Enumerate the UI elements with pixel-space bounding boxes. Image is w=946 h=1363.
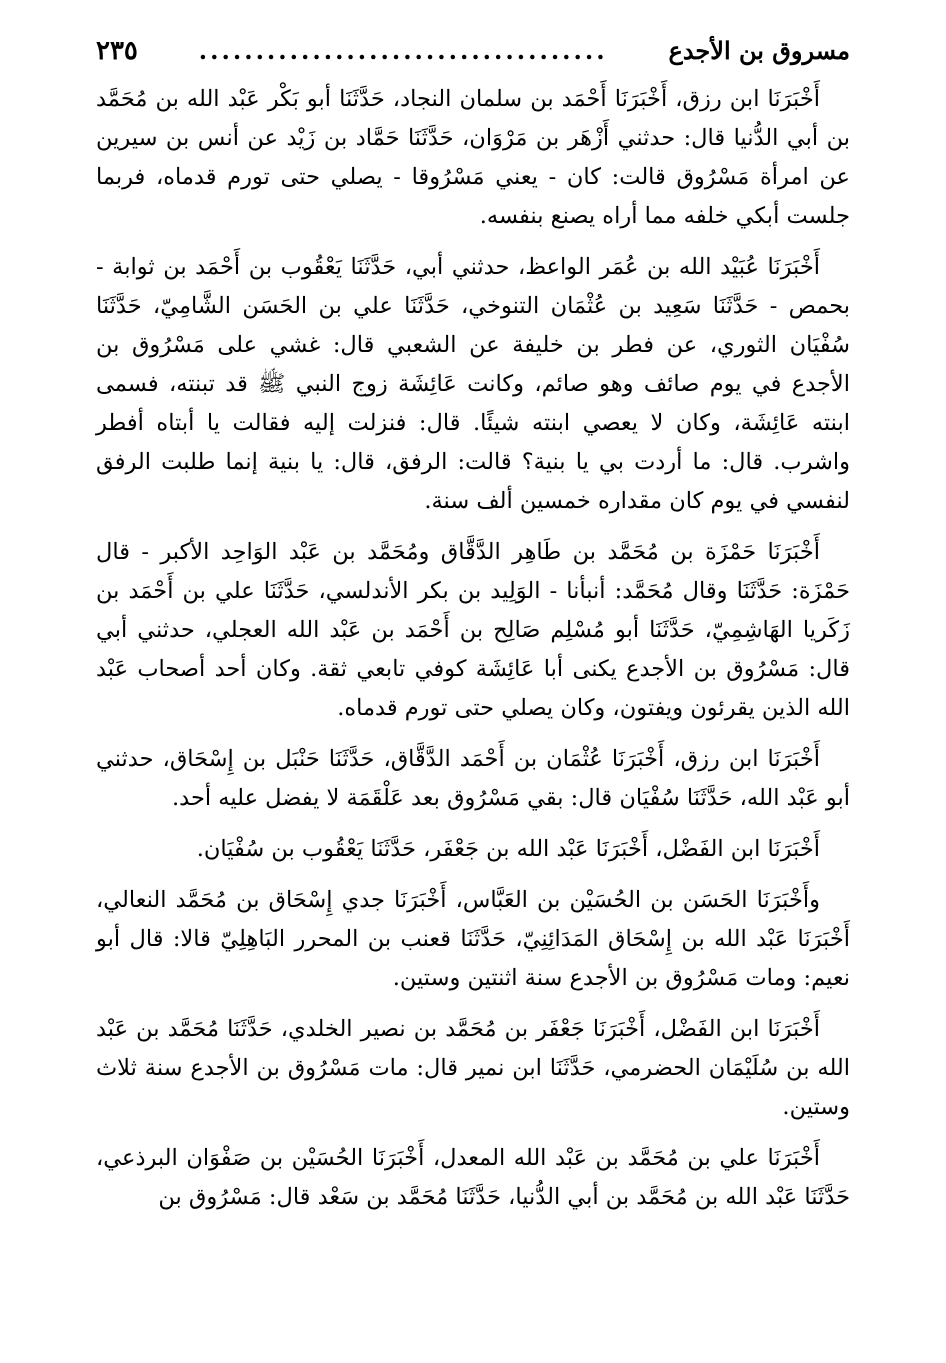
paragraph: وأَخْبَرَنَا الحَسَن بن الحُسَيْن بن العَبَّاس، أَخْبَرَنَا جدي إِسْحَاق بن مُحَمَّد النعالي، أَخْبَرَنَا عَبْد الله بن إِسْحَاق المَدَائِنِيّ، حَدَّثَنَا قعنب بن المحرر البَاهِلِيّ قالا: قال أبو نعيم: ومات مَسْرُوق بن الأجدع سنة اثنتين وستين.: [96, 887, 850, 991]
header-leader-dots: ....................................: [198, 36, 608, 65]
page-number: ٢٣٥: [96, 36, 138, 66]
paragraph: أَخْبَرَنَا علي بن مُحَمَّد بن عَبْد الله المعدل، أَخْبَرَنَا الحُسَيْن بن صَفْوَان البرذعي، حَدَّثَنَا عَبْد الله بن مُحَمَّد بن أبي الدُّنيا، حَدَّثَنَا مُحَمَّد بن سَعْد قال: مَسْرُوق بن: [96, 1145, 850, 1210]
paragraph: أَخْبَرَنَا ابن رزق، أَخْبَرَنَا عُثْمَان بن أَحْمَد الدَّقَّاق، حَدَّثَنَا حَنْبَل بن إِسْحَاق، حدثني أبو عَبْد الله، حَدَّثَنَا سُفْيَان قال: بقي مَسْرُوق بعد عَلْقَمَة لا يفضل عليه أحد.: [96, 746, 850, 811]
paragraph: أَخْبَرَنَا حَمْزَة بن مُحَمَّد بن طَاهِر الدَّقَّاق ومُحَمَّد بن عَبْد الوَاحِد الأكبر - قال حَمْزَة: حَدَّثَنَا وقال مُحَمَّد: أنبأنا - الوَلِيد بن بكر الأندلسي، حَدَّثَنَا علي بن أَحْمَد بن زَكَريا الهَاشِمِيّ، حَدَّثَنَا أبو مُسْلِم صَالِح بن أَحْمَد بن عَبْد الله العجلي، حدثني أبي قال: مَسْرُوق بن الأجدع يكنى أبا عَائِشَة كوفي تابعي ثقة. وكان أحد أصحاب عَبْد الله الذين يقرئون ويفتون، وكان يصلي حتى تورم قدماه.: [96, 539, 850, 721]
paragraph: أَخْبَرَنَا عُبَيْد الله بن عُمَر الواعظ، حدثني أبي، حَدَّثَنَا يَعْقُوب بن أَحْمَد بن ثوابة - بحمص - حَدَّثَنَا سَعِيد بن عُثْمَان التنوخي، حَدَّثَنَا علي بن الحَسَن الشَّامِيّ، حَدَّثَنَا سُفْيَان الثوري، عن فطر بن خليفة عن الشعبي قال: غشي على مَسْرُوق بن الأجدع في يوم صائف وهو صائم، وكانت عَائِشَة زوج النبي ﷺ قد تبنته، فسمى ابنته عَائِشَة، وكان لا يعصي ابنته شيئًا. قال: فنزلت إليه فقالت يا أبتاه أفطر واشرب. قال: ما أردت بي يا بنية؟ قالت: الرفق، قال: يا بنية إنما طلبت الرفق لنفسي في يوم كان مقداره خمسين ألف سنة.: [96, 254, 850, 514]
paragraph: أَخْبَرَنَا ابن الفَضْل، أَخْبَرَنَا جَعْفَر بن مُحَمَّد بن نصير الخلدي، حَدَّثَنَا مُحَمَّد بن عَبْد الله بن سُلَيْمَان الحضرمي، حَدَّثَنَا ابن نمير قال: مات مَسْرُوق بن الأجدع سنة ثلاث وستين.: [96, 1016, 850, 1120]
chapter-title: مسروق بن الأجدع: [668, 36, 850, 65]
paragraph: أَخْبَرَنَا ابن رزق، أَخْبَرَنَا أَحْمَد بن سلمان النجاد، حَدَّثَنَا أبو بَكْر عَبْد الله بن مُحَمَّد بن أبي الدُّنيا قال: حدثني أَزْهَر بن مَرْوَان، حَدَّثَنَا حَمَّاد بن زَيْد عن أنس بن سيرين عن امرأة مَسْرُوق قالت: كان - يعني مَسْرُوقا - يصلي حتى تورم قدماه، فربما جلست أبكي خلفه مما أراه يصنع بنفسه.: [96, 86, 850, 229]
paragraph: أَخْبَرَنَا ابن الفَضْل، أَخْبَرَنَا عَبْد الله بن جَعْفَر، حَدَّثَنَا يَعْقُوب بن سُفْيَان.: [196, 836, 820, 862]
page-body: [96, 80, 850, 1217]
book-page: [96, 36, 850, 1229]
running-header: [96, 36, 850, 80]
